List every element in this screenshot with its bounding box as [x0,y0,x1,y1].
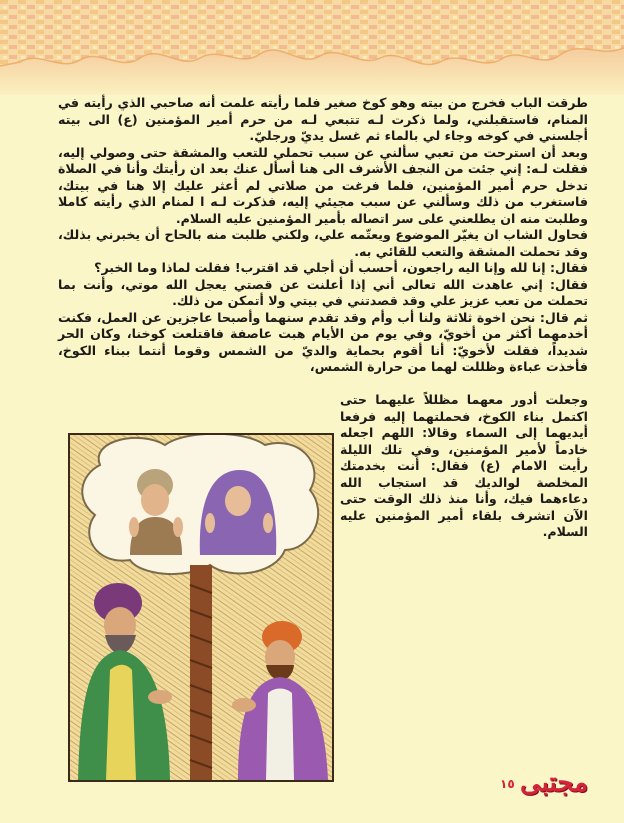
man-right-robe [266,689,294,781]
magazine-logo: مجتبى [520,768,589,798]
mother-face [225,486,251,516]
illustration-artwork [70,435,332,780]
article-body [58,95,588,376]
header-decorative-band [0,0,624,95]
article-body-wrapped [340,392,588,541]
man-left-robe [106,665,136,780]
mother-hand-left [205,513,215,533]
paragraph-4: فقال: إنا لله وإنا اليه راجعون، أحسب أن أجلي قد اقترب! فقلت لماذا وما الخبر؟ [94,260,588,275]
paragraph-5: فقال: إني عاهدت الله تعالى أني إذا أعلنت عن قصتي يعجل الله موتي، وأنت بما تحملت من تعب عزيز علي وقد قصدتني في بيتي ولا أتمكن من ذلك. [58,276,588,308]
father-hand-right [173,517,183,537]
mother-hand-right [263,513,273,533]
paragraph-7: وجعلت أدور معهما مظللاً عليهما حتى اكتمل بناء الكوخ، فحملتهما إليه فرفعا أيديهما إلى السماء وقالا: اللهم اجعله خادماً لأمير المؤمنين، وفي تلك الليلة رأيت الامام (ع) فقال: أنت بخدمتك المخلصة لوالديك قد استجاب الله دعاءهما فيك، وأنا منذ ذلك الوقت حتى الآن اتشرف بلقاء أمير المؤمنين عليه السلام. [340,392,588,539]
man-right-hand [232,698,256,712]
palm-trunk [190,565,212,780]
paragraph-6: ثم قال: نحن اخوة ثلاثة ولنا أب وأم وقد تقدم سنهما وأصبحا عاجزين عن العمل، فكنت أخدمهما أكثر من أخويّ، وفي يوم من الأيام هبت عاصفة فاقتلعت كوخنا، وكان الحر شديداً، فقلت لأخويّ: أنا أقوم بحماية والديّ من الشمس وقوما أنتما ببناء الكوخ، فأخذت عباءة وظللت لهما من حرارة الشمس، [58,309,588,374]
story-illustration [68,433,334,782]
paragraph-1: طرقت الباب فخرج من بيته وهو كوخ صغير فلما رأيته علمت أنه صاحبي الذي رأيته في المنام، فاستقبلني، ولما ذكرت لـه تتبعي لـه من حرم أمير المؤمنين (ع) الى بيته أجلسني في كوخه وجاء لي بالماء ثم غسل يديّ ورجليّ. [58,95,588,143]
paragraph-2: وبعد أن استرحت من تعبي سألني عن سبب تحملي للتعب والمشقة حتى وصولي إليه، فقلت لـه: إني جئت من النجف الأشرف الى هنا أسأل عنك بعد ان رأيتك وأنا في الصلاة تدخل حرم أمير المؤمنين، فلما فرغت من صلاتي لم أعثر عليك إلا هنا في بيتك، فاستغرب من ذلك وسألني عن سبب مجيئي إليه، فذكرت لـه ا لمنام الذي رأيته كاملا وطلبت منه ان يطلعني على سر اتصاله بأمير المؤمنين عليه السلام. [58,144,588,226]
mosaic-pattern [0,0,624,95]
man-left-hand [148,690,172,704]
paragraph-3: فحاول الشاب ان يغيّر الموضوع ويعتّمه علي، ولكني طلبت منه بالحاح أن يخبرني بذلك، وقد تحملت المشقة والتعب للقائي به. [58,227,588,259]
father-hand-left [129,517,139,537]
page-number: ١٥ [500,777,515,791]
father-face [141,484,169,516]
